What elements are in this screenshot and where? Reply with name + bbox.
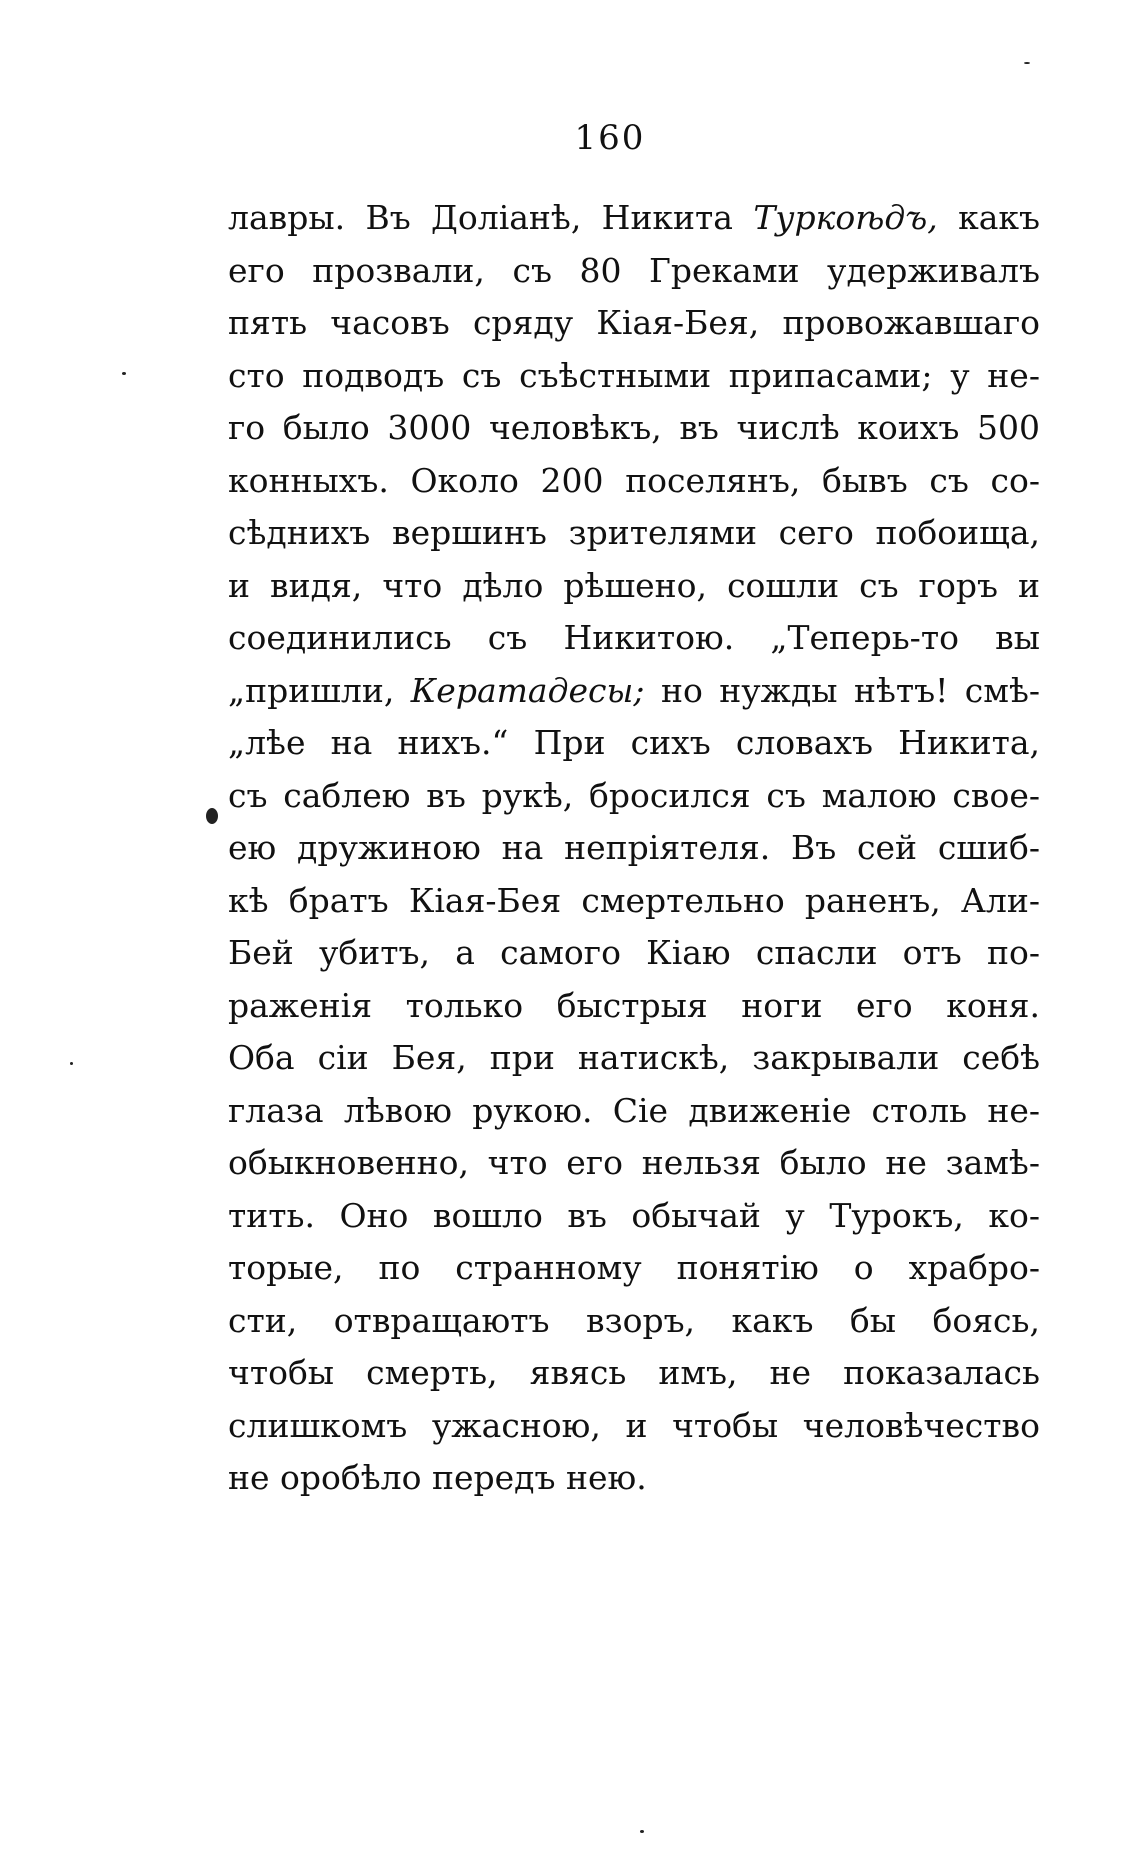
text-line-16: раженія только быстрыя ноги его коня. [228,985,1040,1025]
page-number: 160 [574,118,646,158]
text-line-20: тить. Оно вошло въ обычай у Турокъ, ко- [228,1195,1040,1235]
ink-blot [206,808,218,824]
italic-nickname: Туркоѣдъ, [753,198,938,237]
text-line-10-start: „пришли, [228,670,395,710]
text-line-11: „лѣе на нихъ.“ При сихъ словахъ Никита, [228,723,1040,762]
page-speck [122,372,126,375]
text-line-19: обыкновенно, что его нельзя было не замѣ- [228,1143,1040,1182]
text-line-10-end: но нужды нѣтъ! смѣ- [660,670,1041,710]
text-line-8: и видя, что дѣло рѣшено, сошли съ горъ и [228,565,1040,605]
text-line-17: Оба сіи Бея, при натискѣ, закрывали себѣ [228,1038,1040,1077]
body-text [228,192,1040,1505]
page-speck [640,1830,644,1833]
text-line-21: торые, по странному понятію о храбро- [228,1248,1040,1287]
page-speck [70,1062,73,1065]
text-line-24: слишкомъ ужасною, и чтобы человѣчество [228,1405,1040,1445]
text-line-22: сти, отвращаютъ взоръ, какъ бы боясь, [228,1300,1040,1340]
text-line-14: кѣ братъ Кіая-Бея смертельно раненъ, Али- [228,880,1040,920]
text-line-9: соединились съ Никитою. „Теперь-то вы [228,618,1040,657]
text-line-18: глаза лѣвою рукою. Сіе движеніе столь не- [228,1090,1040,1130]
text-line-23: чтобы смерть, явясь имъ, не показалась [228,1353,1040,1392]
text-line-13: ею дружиною на непріятеля. Въ сей сшиб- [228,828,1040,867]
text-line-4: сто подводъ съ съѣстными припасами; у не- [228,355,1040,395]
page-speck [1024,62,1030,64]
text-line-25: не оробѣло передъ нею. [228,1458,647,1497]
text-line-15: Бей убитъ, а самого Кіаю спасли отъ по- [228,933,1040,972]
text-line-1-start: лавры. Въ Доліанѣ, Никита [228,198,733,237]
text-line-12: съ саблею въ рукѣ, бросился съ малою свое- [228,775,1040,815]
text-line-10 [228,665,1040,718]
text-line-1 [228,192,1040,245]
text-line-6: конныхъ. Около 200 поселянъ, бывъ съ со- [228,460,1040,500]
text-line-2: его прозвали, съ 80 Греками удерживалъ [228,250,1040,290]
text-line-1-end: какъ [958,198,1040,237]
text-line-5: го было 3000 человѣкъ, въ числѣ коихъ 500 [228,408,1040,447]
text-line-3: пять часовъ сряду Кіая-Бея, провожавшаго [228,303,1040,342]
italic-word-keratadesy: Кератадесы; [410,670,645,710]
text-line-7: сѣднихъ вершинъ зрителями сего побоища, [228,513,1040,552]
